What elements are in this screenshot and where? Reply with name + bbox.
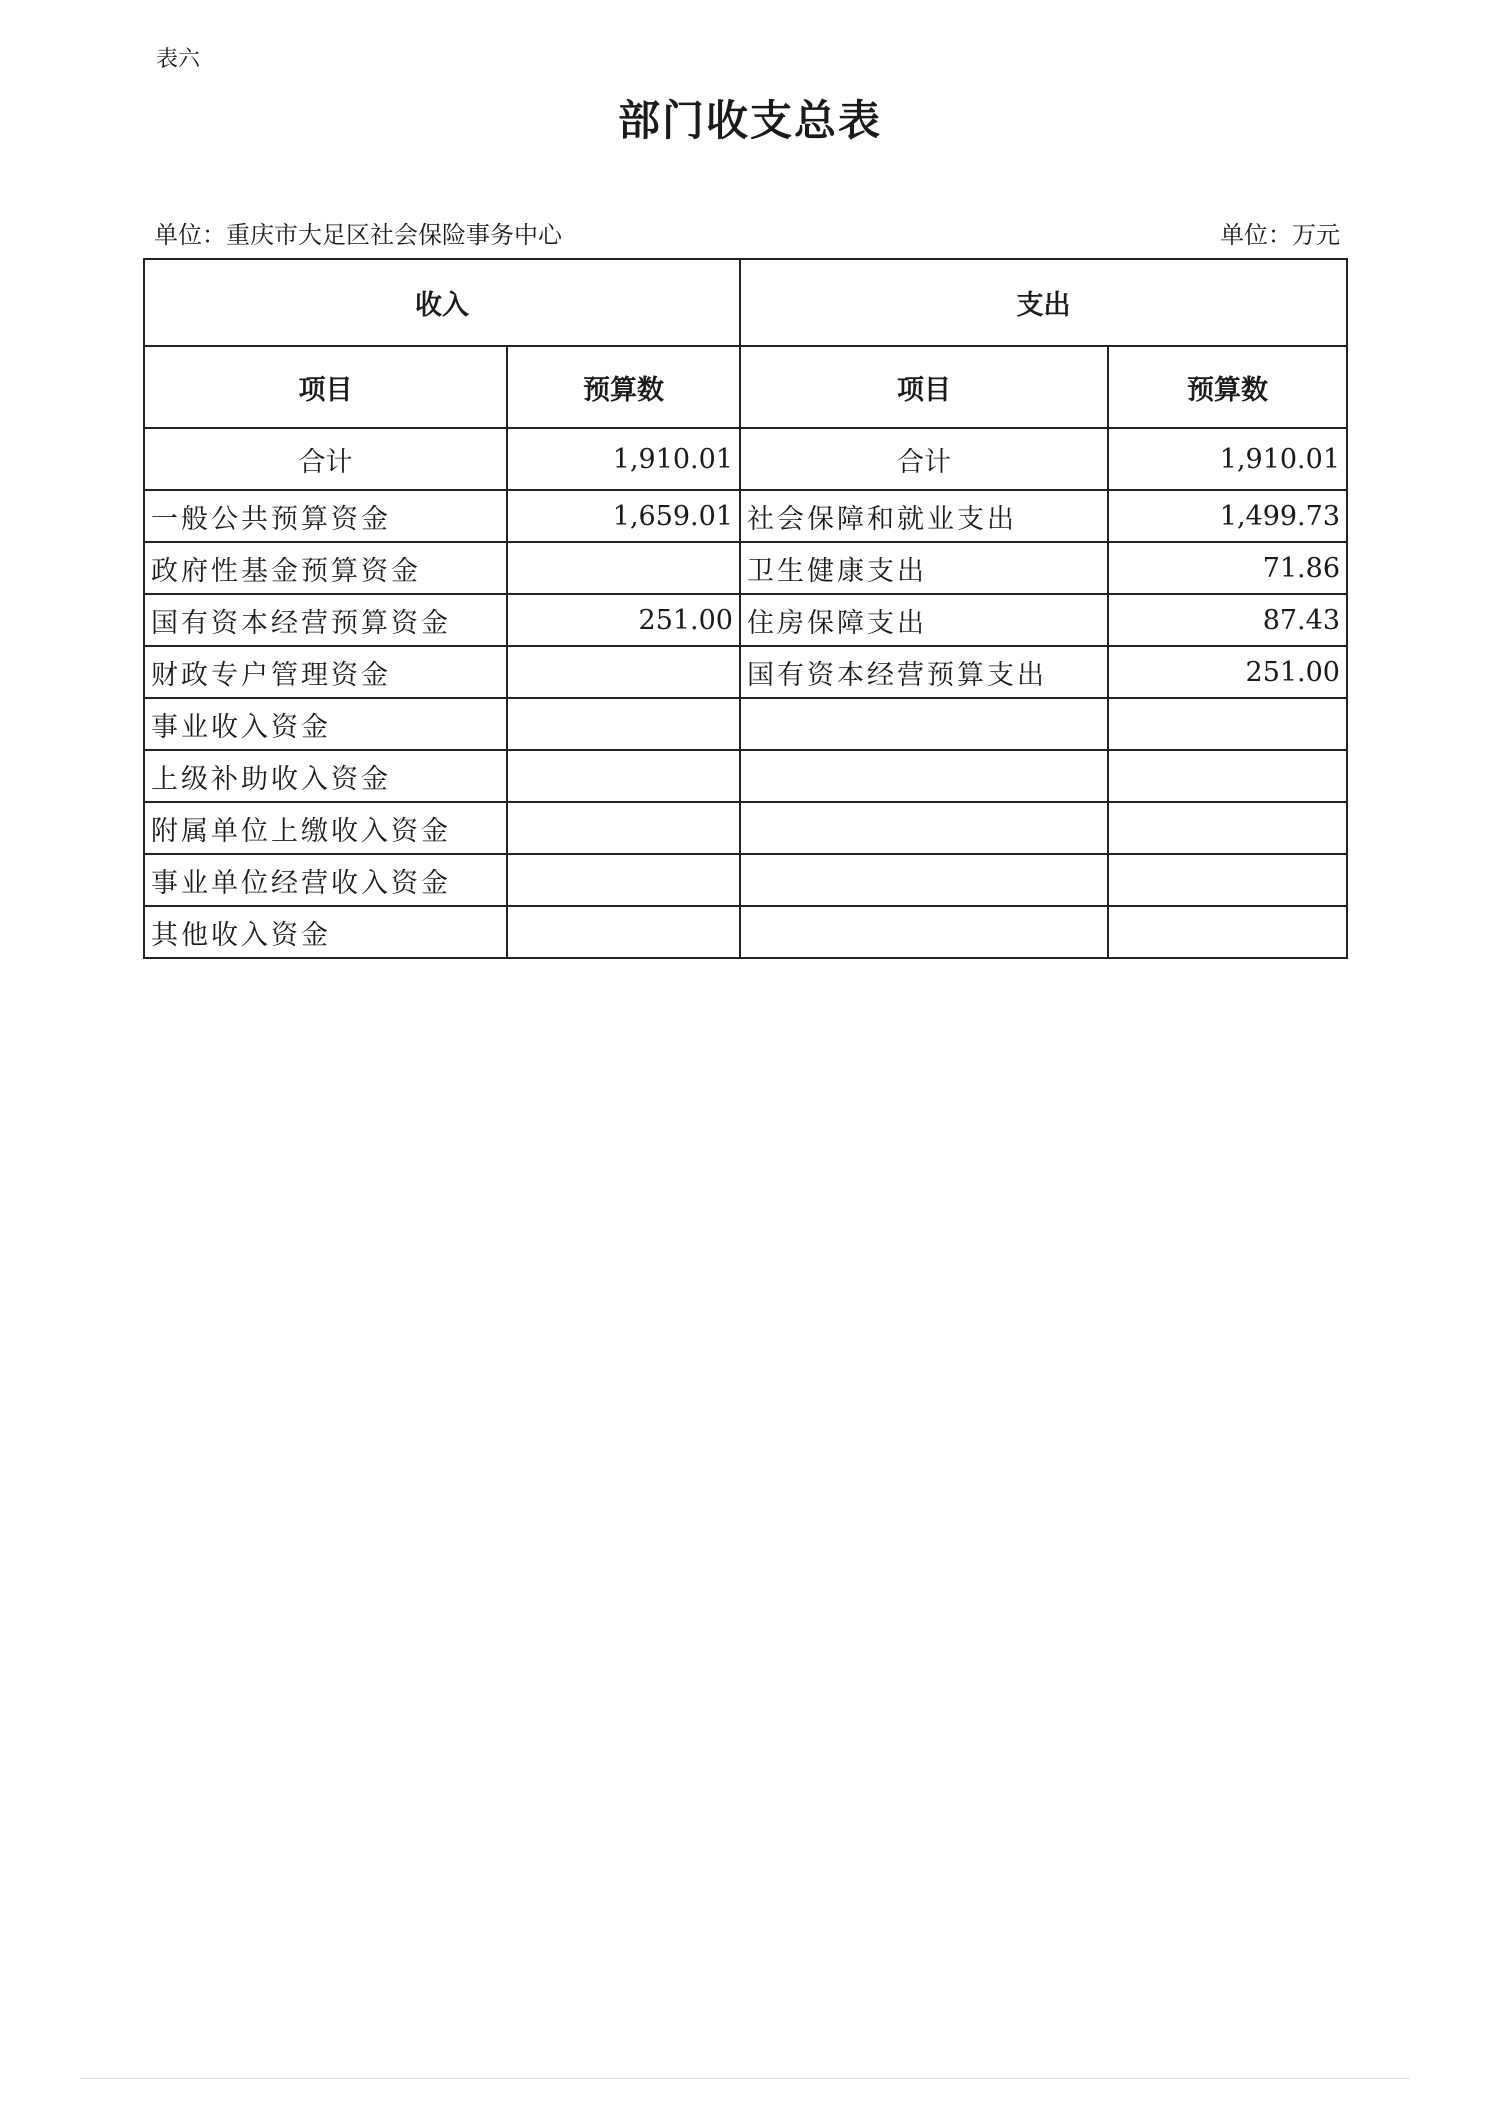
expense-value (1108, 906, 1347, 958)
expense-item: 国有资本经营预算支出 (740, 646, 1108, 698)
income-value (507, 802, 740, 854)
expense-value (1108, 698, 1347, 750)
income-item: 其他收入资金 (144, 906, 507, 958)
expense-item (740, 802, 1108, 854)
expense-value (1108, 802, 1347, 854)
income-section-header: 收入 (144, 259, 740, 346)
expense-item (740, 698, 1108, 750)
expense-value: 71.86 (1108, 542, 1347, 594)
expense-item: 卫生健康支出 (740, 542, 1108, 594)
total-row (144, 428, 1347, 490)
income-value: 1,659.01 (507, 490, 740, 542)
income-item: 财政专户管理资金 (144, 646, 507, 698)
income-value (507, 750, 740, 802)
income-item: 一般公共预算资金 (144, 490, 507, 542)
expense-item: 住房保障支出 (740, 594, 1108, 646)
income-total-value: 1,910.01 (507, 428, 740, 490)
income-item: 事业单位经营收入资金 (144, 854, 507, 906)
table-number-label: 表六 (156, 47, 201, 72)
expense-value (1108, 750, 1347, 802)
expense-item (740, 906, 1108, 958)
table-row (144, 698, 1347, 750)
table-row (144, 646, 1347, 698)
income-value (507, 854, 740, 906)
table-row (144, 854, 1347, 906)
income-item: 事业收入资金 (144, 698, 507, 750)
expense-budget-column-header: 预算数 (1108, 346, 1347, 428)
section-header-row (144, 259, 1347, 346)
income-item: 上级补助收入资金 (144, 750, 507, 802)
expense-value: 251.00 (1108, 646, 1347, 698)
column-header-row (144, 346, 1347, 428)
table-row (144, 542, 1347, 594)
unit-currency: 单位：万元 (1220, 221, 1340, 249)
table-row (144, 594, 1347, 646)
income-value (507, 906, 740, 958)
income-value (507, 698, 740, 750)
expense-total-value: 1,910.01 (1108, 428, 1347, 490)
income-item: 附属单位上缴收入资金 (144, 802, 507, 854)
expense-item (740, 854, 1108, 906)
table-row (144, 750, 1347, 802)
income-item: 国有资本经营预算资金 (144, 594, 507, 646)
income-value (507, 542, 740, 594)
budget-table (143, 258, 1348, 959)
unit-organization: 单位：重庆市大足区社会保险事务中心 (154, 221, 562, 249)
income-total-label: 合计 (144, 428, 507, 490)
income-budget-column-header: 预算数 (507, 346, 740, 428)
income-value (507, 646, 740, 698)
expense-section-header: 支出 (740, 259, 1347, 346)
expense-total-label: 合计 (740, 428, 1108, 490)
table-row (144, 802, 1347, 854)
expense-value (1108, 854, 1347, 906)
expense-item-column-header: 项目 (740, 346, 1108, 428)
expense-item: 社会保障和就业支出 (740, 490, 1108, 542)
page-title: 部门收支总表 (617, 96, 882, 145)
table-row (144, 906, 1347, 958)
scan-edge-divider (80, 2078, 1410, 2079)
expense-value: 1,499.73 (1108, 490, 1347, 542)
income-item: 政府性基金预算资金 (144, 542, 507, 594)
expense-item (740, 750, 1108, 802)
income-value: 251.00 (507, 594, 740, 646)
table-row (144, 490, 1347, 542)
income-item-column-header: 项目 (144, 346, 507, 428)
expense-value: 87.43 (1108, 594, 1347, 646)
